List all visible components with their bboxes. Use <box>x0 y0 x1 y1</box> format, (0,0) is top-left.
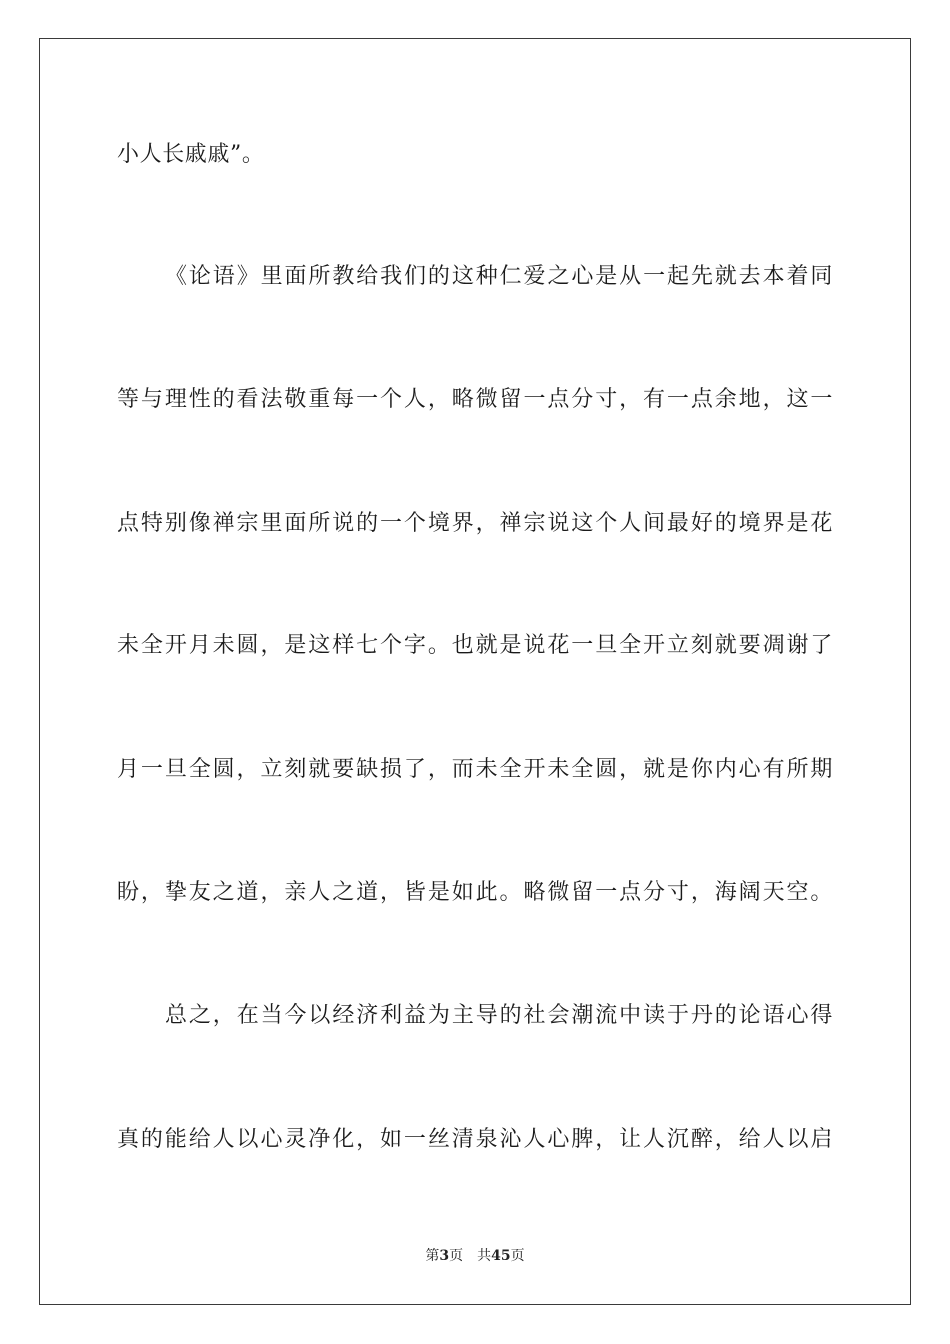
page-label-prefix: 第 <box>425 1248 440 1264</box>
page-border <box>39 38 911 1305</box>
paragraph-1-line-4: 未全开月未圆，是这样七个字。也就是说花一旦全开立刻就要凋谢了 <box>117 633 833 658</box>
paragraph-1-line-3: 点特别像禅宗里面所说的一个境界，禅宗说这个人间最好的境界是花 <box>117 511 833 536</box>
total-label-prefix: 共 <box>477 1248 492 1264</box>
text-line-1: 小人长戚戚”。 <box>117 142 265 167</box>
page-footer <box>0 1246 950 1266</box>
paragraph-2-line-2: 真的能给人以心灵净化，如一丝清泉沁人心脾，让人沉醉，给人以启 <box>117 1127 833 1152</box>
page-number: 3 <box>439 1248 450 1264</box>
paragraph-1-line-5: 月一旦全圆，立刻就要缺损了，而未全开未全圆，就是你内心有所期 <box>117 757 833 782</box>
total-label-suffix: 页 <box>510 1248 525 1264</box>
paragraph-1-line-6: 盼，挚友之道，亲人之道，皆是如此。略微留一点分寸，海阔天空。 <box>117 880 833 905</box>
paragraph-1-line-2: 等与理性的看法敬重每一个人，略微留一点分寸，有一点余地，这一 <box>117 387 833 412</box>
total-pages: 45 <box>491 1248 511 1264</box>
page-label-suffix: 页 <box>449 1248 464 1264</box>
paragraph-2-line-1: 总之，在当今以经济利益为主导的社会潮流中读于丹的论语心得 <box>165 1003 833 1028</box>
paragraph-1-line-1: 《论语》里面所教给我们的这种仁爱之心是从一起先就去本着同 <box>165 264 833 289</box>
